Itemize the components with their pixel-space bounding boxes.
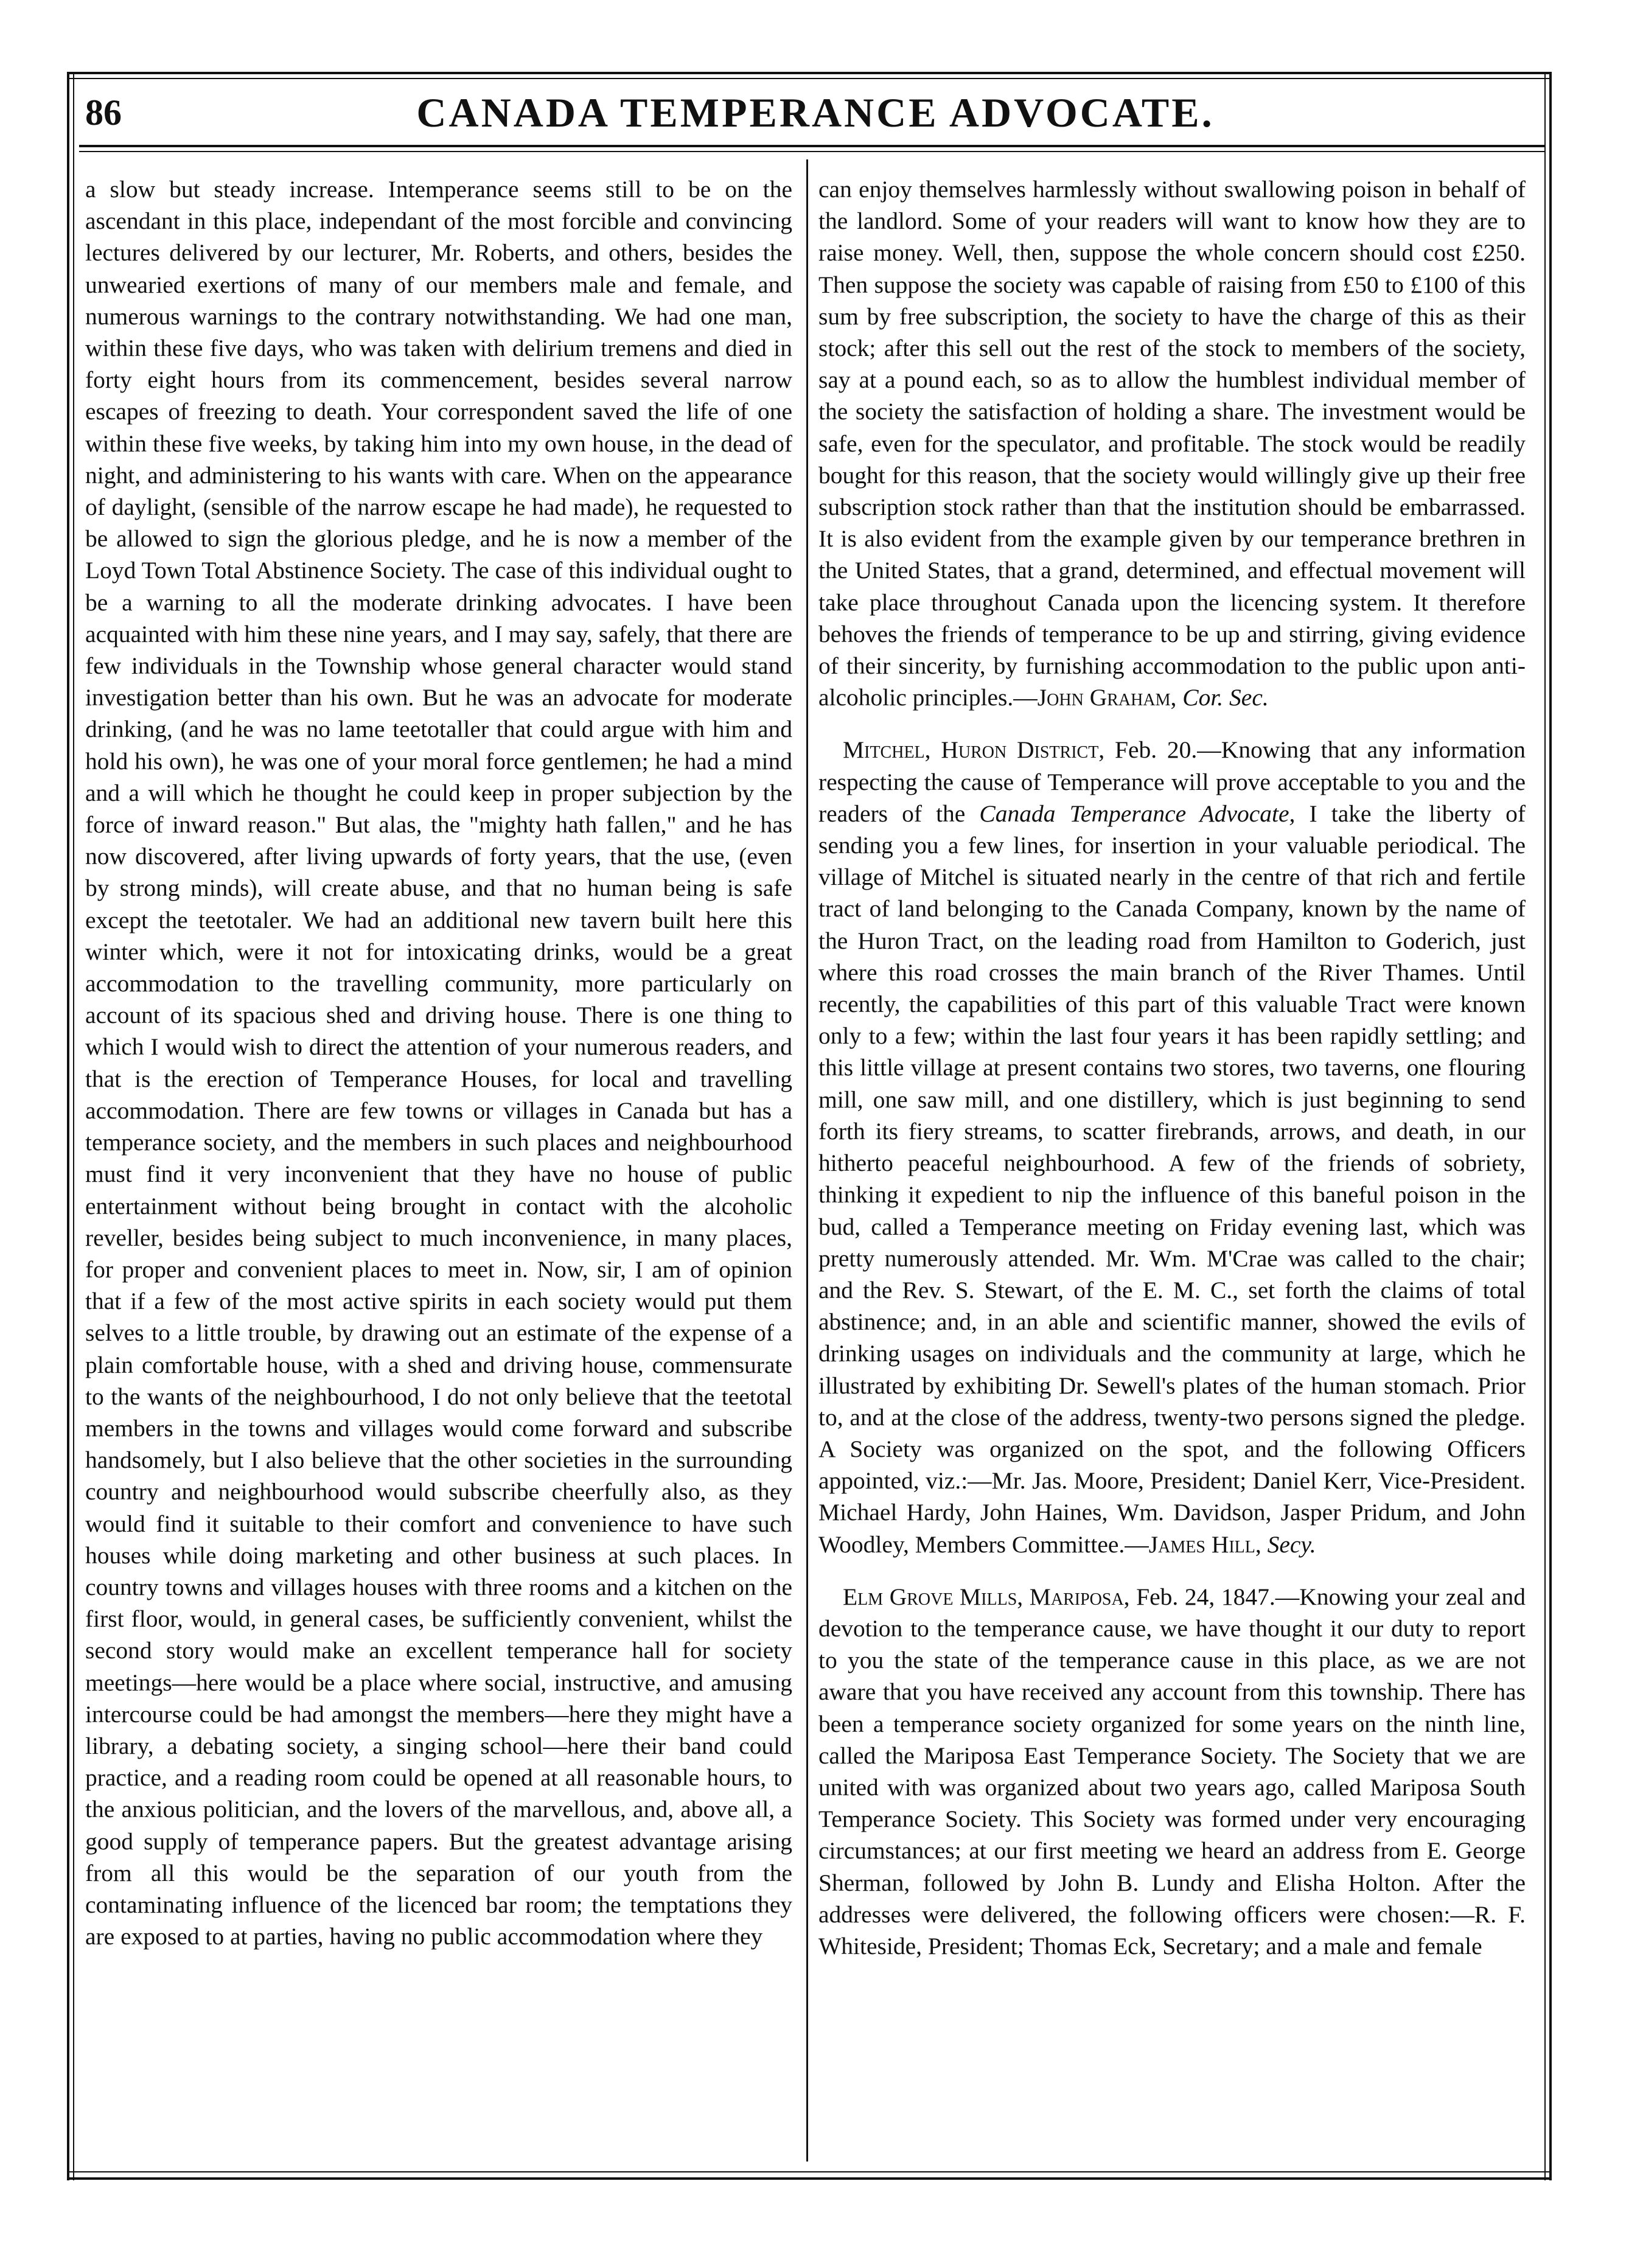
left-column — [85, 173, 792, 2078]
header-rule — [79, 145, 1546, 147]
periodical-title: Canada Temperance Advocate, — [979, 800, 1296, 827]
letter-mitchel — [818, 734, 1526, 1560]
signature-role-secy: Secy. — [1267, 1530, 1316, 1558]
letter-elm-grove-place: Elm Grove Mills, Mariposa, — [843, 1583, 1130, 1610]
frame-left-rule-inner — [73, 72, 74, 2180]
letter-mitchel-place: Mitchel, Huron District, — [843, 736, 1105, 764]
running-title: CANADA TEMPERANCE ADVOCATE. — [416, 89, 1215, 136]
frame-left-rule — [67, 72, 69, 2180]
signature-role-cor-sec: Cor. Sec. — [1182, 684, 1269, 711]
right-paragraph-1-text: can enjoy themselves harmlessly without swallowing poison in behalf of the landlord. Some of your readers will want to know how they are to raise money. Well, then, suppose the whole concern should cost £250. Then suppose the society was capable of raising from £50 to £100 of this sum by free subscription, the society to have the charge of this as their stock; after this sell out the rest of the stock to members of the society, say at a pound each, so as to allow the humblest individual member of the society the satisfaction of holding a share. The investment would be safe, even for the speculator, and profitable. The stock would be readily bought for this reason, that the society would willingly give up their free subscription stock rather than that the institution should be embarrassed. It is also evident from the example given by our temperance brethren in the United States, that a grand, determined, and effectual movement will take place throughout Canada upon the licencing system. It therefore behoves the friends of temperance to be up and stirring, giving evidence of their sincerity, by furnishing accommodation to the public upon anti-alcoholic principles.— — [818, 176, 1526, 711]
letter-mitchel-body-b: I take the liberty of sending you a few lines, for insertion in your valuable periodical. The village of Mitchel is situated nearly in the centre of that rich and fertile tract of land belonging to the Canada Company, known by the name of the Huron Tract, on the leading road from Hamilton to Goderich, just where this road crosses the main branch of the River Thames. Until recently, the capabilities of this part of this valuable Tract were known only to a few; within the last four years it has been rapidly settling; and this little village at present contains two stores, two taverns, one flouring mill, one saw mill, and one distillery, which is just beginning to send forth its fiery streams, to scatter firebrands, arrows, and death, in our hitherto peaceful neighbourhood. A few of the friends of sobriety, thinking it expedient to nip the influence of this baneful poison in the bud, called a Temperance meeting on Friday evening last, which was pretty numerously attended. Mr. Wm. M'Crae was called to the chair; and the Rev. S. Stewart, of the E. M. C., set forth the claims of total abstinence; and, in an able and scientific manner, showed the evils of drinking usages on individuals and the community at large, which he illustrated by exhibiting Dr. Sewell's plates of the human stomach. Prior to, and at the close of the address, twenty-two persons signed the pledge. A Society was organized on the spot, and the following Officers appointed, viz.:—Mr. Jas. Moore, President; Daniel Kerr, Vice-President. Michael Hardy, John Haines, Wm. Davidson, Jasper Pridum, and John Woodley, Members Committee.— — [818, 800, 1526, 1558]
left-paragraph-1: a slow but steady increase. Intemperance seems still to be on the ascendant in this place, independant of the most forcible and convincing lectures delivered by our lecturer, Mr. Roberts, and others, besides the unwearied exertions of many of our members male and female, and numerous warnings to the contrary notwithstanding. We had one man, within these five days, who was taken with delirium tremens and died in forty eight hours from its commencement, besides several narrow escapes of freezing to death. Your correspondent saved the life of one within these five weeks, by taking him into my own house, in the dead of night, and administering to his wants with care. When on the appearance of daylight, (sensible of the narrow escape he had made), he requested to be allowed to sign the glorious pledge, and he is now a member of the Loyd Town Total Abstinence Society. The case of this individual ought to be a warning to all the moderate drinking advocates. I have been acquainted with him these nine years, and I may say, safely, that there are few individuals in the Township whose general character would stand investigation better than his own. But he was an advocate for moderate drinking, (and he was no lame teetotaller that could argue with him and hold his own), he was one of your moral force gentlemen; he had a mind and a will which he thought he could keep in proper subjection by the force of inward reason." But alas, the "mighty hath fallen," and he has now discovered, after living upwards of forty years, that the use, (even by strong minds), will create abuse, and that no human being is safe except the teetotaler. We had an additional new tavern built here this winter which, were it not for intoxicating drinks, would be a great accommodation to the travelling community, more particularly on account of its spacious shed and driving house. There is one thing to which I would wish to direct the attention of your numerous readers, and that is the erection of Temperance Houses, for local and travelling accommodation. There are few towns or villages in Canada but has a temperance society, and the members in such places and neighbourhood must find it very inconvenient that they have no house of public entertainment without being brought in contact with the alcoholic reveller, besides being subject to much inconvenience, in many places, for proper and convenient places to meet in. Now, sir, I am of opinion that if a few of the most active spirits in each society would put them selves to a little trouble, by drawing out an estimate of the expense of a plain comfortable house, with a shed and driving house, commensurate to the wants of the neighbourhood, I do not only believe that the teetotal members in the towns and villages would come forward and subscribe handsomely, but I also believe that the other societies in the surrounding country and neighbourhood would subscribe cheerfully also, as they would find it suitable to their comfort and convenience to have such houses while doing marketing and other business at such places. In country towns and villages houses with three rooms and a kitchen on the first floor, would, in general cases, be sufficiently convenient, whilst the second story would make an excellent temperance hall for society meetings—here would be a place where social, instructive, and amusing intercourse could be had amongst the members—here they might have a library, a debating society, a singing school—here their band could practice, and a reading room could be opened at all reasonable hours, to the anxious politician, and the lovers of the marvellous, and, above all, a good supply of temperance papers. But the greatest advantage arising from all this would be the separation of our youth from the contaminating influence of the licenced bar room; the temptations they are exposed to at parties, having no public accommodation where they — [85, 176, 792, 1950]
column-divider — [806, 159, 808, 2162]
page-number: 86 — [85, 92, 122, 133]
frame-bottom-rule-inner — [67, 2171, 1552, 2172]
frame-top-rule — [67, 72, 1552, 74]
signature-john-graham: John Graham, — [1037, 684, 1177, 711]
frame-top-rule-inner — [67, 78, 1552, 79]
frame-right-rule-inner — [1544, 72, 1546, 2180]
letter-elm-grove — [818, 1581, 1526, 1962]
signature-james-hill: James Hill, — [1148, 1530, 1261, 1558]
frame-right-rule — [1549, 72, 1552, 2180]
letter-mitchel-body-a: Feb. 20.—Knowing that any information respecting the cause of Temperance will prove acceptable to you and the readers of the — [818, 736, 1526, 827]
header-rule-thin — [79, 151, 1546, 152]
letter-elm-grove-body: Feb. 24, 1847.—Knowing your zeal and devotion to the temperance cause, we have thought it our duty to report to you the state of the temperance cause in this place, as we are not aware that you have received any account from this township. There has been a temperance society organized for some years on the ninth line, called the Mariposa East Temperance Society. The Society that we are united with was organized about two years ago, called Mariposa South Temperance Society. This Society was formed under very encouraging circumstances; at our first meeting we heard an address from E. George Sherman, followed by John B. Lundy and Elisha Holton. After the addresses were delivered, the following officers were chosen:—R. F. Whiteside, President; Thomas Eck, Secretary; and a male and female — [818, 1583, 1526, 1959]
frame-bottom-rule — [67, 2177, 1552, 2180]
right-paragraph-1 — [818, 173, 1526, 713]
right-column — [818, 173, 1526, 2078]
